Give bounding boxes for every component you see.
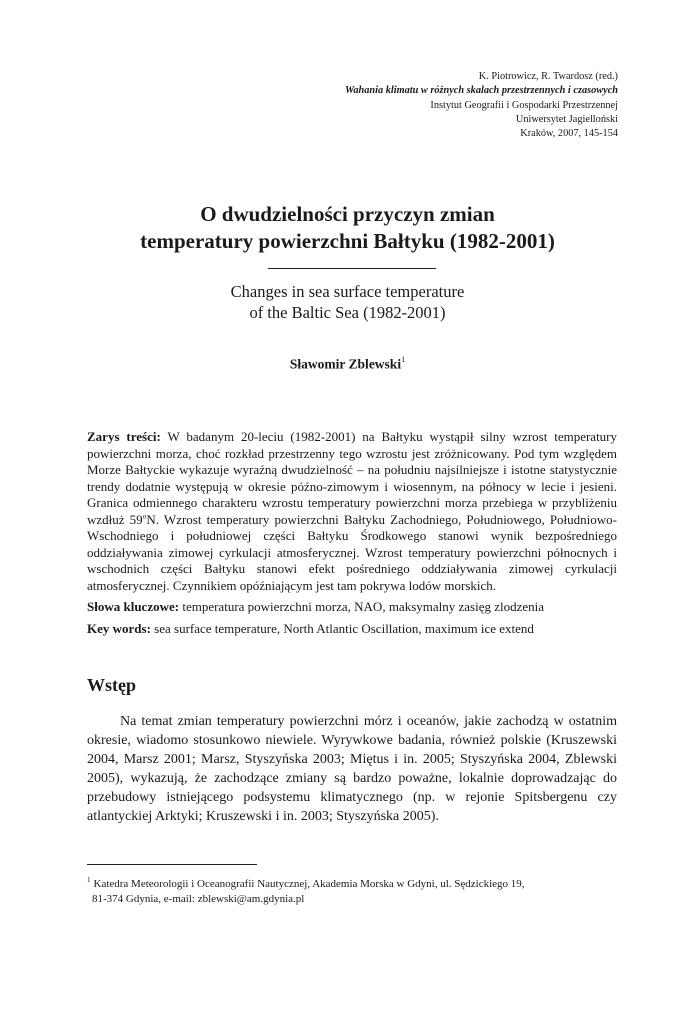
english-title — [0, 281, 695, 323]
author-name: Sławomir Zblewski — [289, 356, 402, 372]
keywords-english — [87, 621, 617, 638]
footnote-divider — [87, 864, 257, 865]
footnote — [87, 877, 607, 907]
english-title-line-2: of the Baltic Sea (1982-2001) — [249, 303, 446, 322]
author — [0, 356, 695, 373]
title-line-2: temperatury powierzchni Bałtyku (1982-2001) — [140, 229, 555, 253]
keywords-polish-text: temperatura powierzchni morza, NAO, maksymalny zasięg zlodzenia — [179, 599, 545, 614]
keywords-english-text: sea surface temperature, North Atlantic Oscillation, maximum ice extend — [150, 620, 534, 636]
abstract-paragraph — [87, 429, 617, 594]
footnote-text-1: Katedra Meteorologii i Oceanografii Nautycznej, Akademia Morska w Gdyni, ul. Sędzickiego 19, — [93, 878, 525, 890]
section-heading: Wstęp — [87, 675, 136, 695]
author-footnote-mark: 1 — [401, 355, 406, 364]
keywords-polish-label: Słowa kluczowe: — [87, 599, 180, 614]
english-title-line-1: Changes in sea surface temperature — [230, 282, 465, 301]
footnote-line-1 — [87, 877, 607, 892]
footnote-mark: 1 — [87, 876, 91, 885]
abstract-label: Zarys treści: — [87, 429, 161, 444]
abstract — [87, 429, 617, 637]
place-pages: Kraków, 2007, 145-154 — [520, 128, 618, 140]
intro-paragraph: Na temat zmian temperatury powierzchni mórz i oceanów, jakie zachodzą w ostatnim okresie, wiadomo stosunkowo niewiele. Wyrywkowe badania, również polskie (Kruszewski 2004, Marsz 2001; Marsz, Styszyńska 2003; Miętus i in. 2005; Styszyńska 2004, Zblewski 2005), wykazują, że zachodzące zmiany są bardzo poważne, lokalnie doprowadzając do przebudowy istniejącego podsystemu klimatycznego (np. w rejonie Spitsbergenu czy atlantyckiej Arktyki; Kruszewski i in. 2003; Styszyńska 2005). — [87, 714, 617, 824]
publication-header — [345, 70, 618, 141]
title-divider — [268, 268, 436, 269]
degree-symbol: o — [142, 511, 147, 521]
abstract-text-2: N. Wzrost temperatury powierzchni Bałtyku Zachodniego, Południowego, Południowo-Wschodniego i południowej części Bałtyku Środkowego stanowi wynik bezpośredniego oddziaływania zimowej cyrkulacji atmosferycznej. Wzrost temperatury powierzchni północnych i wschodnich części Bałtyku stanowi efekt pośredniego oddziaływania zimowej cyrkulacji atmosferycznej. Czynnikiem opóźniającym jest tam pokrywa lodów morskich. — [87, 511, 617, 593]
institute: Instytut Geografii i Gospodarki Przestrzennej — [430, 99, 618, 111]
keywords-polish — [87, 599, 617, 616]
footnote-text-2: 81-374 Gdynia, e-mail: zblewski@am.gdynia.pl — [92, 893, 305, 905]
series-title: Wahania klimatu w różnych skalach przestrzennych i czasowych — [344, 85, 618, 97]
keywords-english-label: Key words: — [87, 620, 151, 636]
abstract-text-1: W badanym 20-leciu (1982-2001) na Bałtyku wystąpił silny wzrost temperatury powierzchni morza, choć rozkład przestrzenny tego wzrostu jest zróżnicowany. Pod tym względem Morze Bałtyckie wykazuje wyraźną dwudzielność – na południu najsilniejsze i istotne statystycznie trendy dodatnie występują w okresie późno-zimowym i wiosennym, na północy w lecie i jesieni. Granica odmiennego charakteru wzrostu temperatury powierzchni morza przebiega w przybliżeniu wzdłuż 59 — [87, 429, 618, 527]
title-line-1: O dwudzielności przyczyn zmian — [200, 202, 495, 226]
paper-title — [0, 201, 695, 255]
university: Uniwersytet Jagielloński — [515, 113, 618, 125]
editors: K. Piotrowicz, R. Twardosz (red.) — [478, 71, 618, 82]
